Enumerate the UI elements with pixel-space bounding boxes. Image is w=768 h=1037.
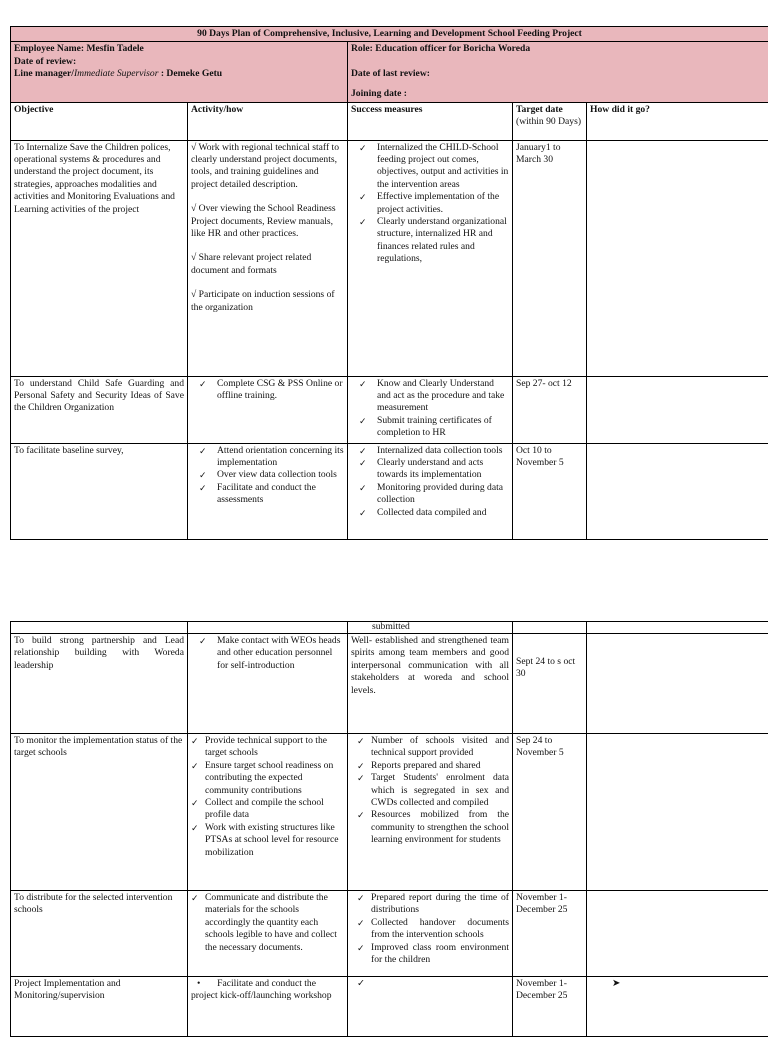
success-item: ✓ Submit training certificates of completion to HR <box>351 415 509 440</box>
activity-item: Facilitate and conduct the project kick-off/launching workshop <box>191 978 332 1001</box>
bullet: • <box>191 978 200 989</box>
how-cell <box>587 376 768 443</box>
continued-row <box>11 622 768 634</box>
column-header-row <box>11 102 768 140</box>
success-item: ✓ Clearly understand and acts towards its implementation <box>351 457 509 482</box>
target-cell: Sep 27- oct 12 <box>513 376 587 443</box>
col-activity: Activity/how <box>188 102 348 140</box>
date-of-last-review: Date of last review: <box>351 68 765 80</box>
plan-table-page-1 <box>10 26 768 540</box>
success-item: ✓ Target Students' enrolment data which is segregated in sex and CWDs collected and compiled <box>351 772 509 809</box>
activity-item: √ Participate on induction sessions of the organization <box>191 289 344 314</box>
target-cell: January1 to March 30 <box>513 140 587 376</box>
objective-cell: To build strong partnership and Lead relationship building with Woreda leadership <box>11 634 188 734</box>
joining-date: Joining date : <box>351 88 765 100</box>
activity-item: ✓ Provide technical support to the target schools <box>191 735 344 760</box>
table-row <box>11 376 768 443</box>
how-cell <box>587 734 768 891</box>
col-how: How did it go? <box>587 102 768 140</box>
target-cell: Oct 10 to November 5 <box>513 443 587 539</box>
col-success: Success measures <box>348 102 513 140</box>
success-item: ✓ Collected handover documents from the intervention schools <box>351 917 509 942</box>
col-target: Target date (within 90 Days) <box>513 102 587 140</box>
activity-item: ✓ Over view data collection tools <box>191 469 344 481</box>
success-item: ✓ Internalized data collection tools <box>351 445 509 457</box>
activity-cell <box>188 140 348 376</box>
plan-table-page-2 <box>10 621 768 1037</box>
table-row <box>11 140 768 376</box>
objective-cell: Project Implementation and Monitoring/supervision <box>11 977 188 1037</box>
table-row <box>11 634 768 734</box>
activity-item: ✓ Complete CSG & PSS Online or offline training. <box>191 378 344 403</box>
success-item: ✓ Reports prepared and shared <box>351 760 509 772</box>
line-manager: Line manager/Immediate Supervisor : Demeke Getu <box>14 68 344 80</box>
objective-cell: To Internalize Save the Children polices, operational systems & procedures and understand the project document, its strategies, approaches modalities and activities and Monitoring Evaluations and Learning activities of the project <box>11 140 188 376</box>
success-cell <box>348 140 513 376</box>
objective-cell: To facilitate baseline survey, <box>11 443 188 539</box>
role: Role: Education officer for Boricha Woreda <box>351 43 765 55</box>
activity-item: ✓ Work with existing structures like PTSAs at school level for resource mobilization <box>191 822 344 859</box>
document-title: 90 Days Plan of Comprehensive, Inclusive, Learning and Development School Feeding Project <box>11 27 768 42</box>
table-row <box>11 891 768 977</box>
objective-cell: To understand Child Safe Guarding and Personal Safety and Security Ideas of Save the Children Organization <box>11 376 188 443</box>
date-of-review: Date of review: <box>14 56 344 68</box>
success-cell <box>348 977 513 1037</box>
activity-item: √ Over viewing the School Readiness Project documents, Review manuals, like HR and other practices. <box>191 203 344 240</box>
objective-cell: To distribute for the selected intervention schools <box>11 891 188 977</box>
success-item: ✓ Clearly understand organizational structure, internalized HR and finances related rules and regulations, <box>351 216 509 266</box>
success-item: ✓ Collected data compiled and <box>351 507 509 519</box>
success-item: ✓ Internalized the CHILD-School feeding project out comes, objectives, output and activities in the intervention areas <box>351 142 509 192</box>
how-cell <box>587 891 768 977</box>
activity-item: ✓ Communicate and distribute the materials for the schools accordingly the quantity each schools legible to have and collect the necessary documents. <box>191 892 344 954</box>
activity-cell <box>188 634 348 734</box>
employee-name: Employee Name: Mesfin Tadele <box>14 43 344 55</box>
table-row <box>11 734 768 891</box>
activity-cell <box>188 734 348 891</box>
employee-info-row <box>11 42 768 102</box>
check-icon: ✓ <box>351 978 365 989</box>
continued-text: submitted <box>348 622 513 634</box>
activity-item: √ Work with regional technical staff to clearly understand project documents, tools, and training guidelines and project detailed description. <box>191 142 344 192</box>
success-item: ✓ Know and Clearly Understand and act as the procedure and take measurement <box>351 378 509 415</box>
activity-cell <box>188 977 348 1037</box>
activity-item: ✓ Collect and compile the school profile data <box>191 797 344 822</box>
success-cell <box>348 891 513 977</box>
target-cell: November 1- December 25 <box>513 891 587 977</box>
activity-item: ✓ Make contact with WEOs heads and other education personnel for self-introduction <box>191 635 344 672</box>
success-item: ✓ Resources mobilized from the community to strengthen the school learning environment for students <box>351 809 509 846</box>
success-cell <box>348 443 513 539</box>
activity-item: ✓ Facilitate and conduct the assessments <box>191 482 344 507</box>
success-item: ✓ Improved class room environment for the children <box>351 942 509 967</box>
arrow-icon: ➤ <box>590 978 620 989</box>
how-cell <box>587 634 768 734</box>
success-item: ✓ Monitoring provided during data collection <box>351 482 509 507</box>
how-cell <box>587 977 768 1037</box>
objective-cell: To monitor the implementation status of the target schools <box>11 734 188 891</box>
success-item: ✓ Number of schools visited and technical support provided <box>351 735 509 760</box>
success-cell: Well- established and strengthened team spirits among team members and good interpersonal communication with all stakeholders at woreda and school levels. <box>348 634 513 734</box>
success-cell <box>348 734 513 891</box>
target-cell: Sep 24 to November 5 <box>513 734 587 891</box>
table-row <box>11 977 768 1037</box>
activity-cell <box>188 443 348 539</box>
how-cell <box>587 443 768 539</box>
activity-cell <box>188 891 348 977</box>
role-info-cell <box>348 42 768 102</box>
employee-info-cell <box>11 42 348 102</box>
success-item: ✓ Effective implementation of the project activities. <box>351 191 509 216</box>
activity-item: ✓ Attend orientation concerning its implementation <box>191 445 344 470</box>
target-cell: Sept 24 to s oct 30 <box>513 634 587 734</box>
success-item: ✓ Prepared report during the time of distributions <box>351 892 509 917</box>
success-cell <box>348 376 513 443</box>
title-row <box>11 27 768 42</box>
activity-cell <box>188 376 348 443</box>
activity-item: ✓ Ensure target school readiness on contributing the expected community contributions <box>191 760 344 797</box>
col-objective: Objective <box>11 102 188 140</box>
target-cell: November 1- December 25 <box>513 977 587 1037</box>
activity-item: √ Share relevant project related document and formats <box>191 252 344 277</box>
table-row <box>11 443 768 539</box>
how-cell <box>587 140 768 376</box>
